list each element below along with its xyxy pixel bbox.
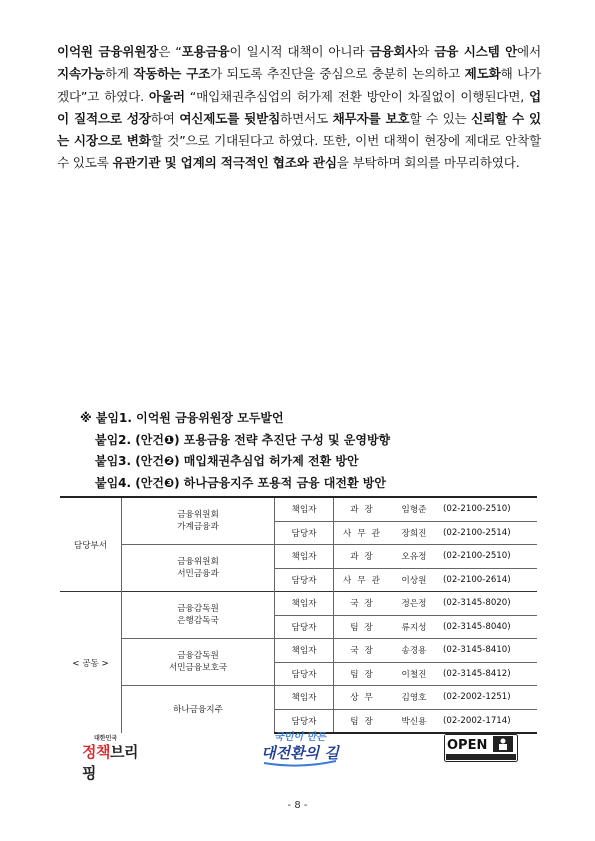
attachment-list xyxy=(80,408,390,494)
contact-role: 책임자 xyxy=(275,686,334,710)
org-name: 하나금융지주 xyxy=(122,686,275,734)
kogl-open-license-logo xyxy=(444,734,518,762)
body-text-run: 가 되도록 추진단을 중심으로 충분히 논의하고 xyxy=(210,66,465,82)
contact-name: 임형준 xyxy=(395,497,433,521)
contact-role: 담당자 xyxy=(275,709,334,733)
emphasis-text: 채무자를 보호 xyxy=(332,110,410,126)
body-text-run: 해 나가겠다”고 하였다. xyxy=(57,66,542,104)
contact-rank: 국장 xyxy=(334,592,396,616)
contact-rank: 과장 xyxy=(334,545,396,569)
contact-phone: (02-2100-2510) xyxy=(433,497,537,521)
emphasis-text: 제도화 xyxy=(464,66,501,82)
contact-role: 담당자 xyxy=(275,662,334,686)
contact-name: 송경용 xyxy=(395,639,433,663)
emphasis-text: 신뢰할 수 있는 시장으로 변화 xyxy=(57,110,541,149)
contact-rank: 팀장 xyxy=(334,709,396,733)
body-text-run: 이 일시적 대책이 아니라 xyxy=(229,44,370,59)
body-text-run: 할 수 있는 xyxy=(409,110,472,126)
dept-label: 담당부서 xyxy=(60,497,122,592)
body-text-run: 하여 xyxy=(150,110,180,126)
emphasis-text: 이억원 금융위원장 xyxy=(57,44,159,59)
emphasis-text: 유관기관 및 업계의 적극적인 협조와 관심 xyxy=(112,155,337,171)
contact-role: 책임자 xyxy=(275,545,334,569)
emphasis-text: 포용금융 xyxy=(181,44,230,59)
contact-phone: (02-2100-2514) xyxy=(433,521,537,545)
contact-name: 이철진 xyxy=(395,662,433,686)
contact-phone: (02-2100-2510) xyxy=(433,545,537,569)
body-text-run: 에서 xyxy=(517,44,541,59)
body-text-run: 하게 xyxy=(104,66,134,82)
contact-phone: (02-2002-1251) xyxy=(433,686,537,710)
contact-phone: (02-2100-2614) xyxy=(433,568,537,592)
contact-name: 장희진 xyxy=(395,521,433,545)
attachment-item: 붙임4. (안건❸) 하나금융지주 포용적 금융 대전환 방안 xyxy=(95,475,386,490)
body-text-run: 을 부탁하며 회의를 마무리하였다. xyxy=(336,155,520,171)
great-transition-logo xyxy=(250,725,350,769)
emphasis-text: 여신제도를 뒷받침 xyxy=(179,110,281,126)
contact-name: 류지성 xyxy=(395,615,433,639)
contact-rank: 사무관 xyxy=(334,568,396,592)
contact-name: 박신용 xyxy=(395,709,433,733)
contact-phone: (02-3145-8040) xyxy=(433,615,537,639)
contact-phone: (02-3145-8410) xyxy=(433,639,537,663)
contact-name: 이상원 xyxy=(395,568,433,592)
contact-row xyxy=(60,545,537,569)
contact-phone: (02-2002-1714) xyxy=(433,709,537,733)
contact-rank: 국장 xyxy=(334,639,396,663)
body-text-run: 하면서도 xyxy=(280,110,333,126)
body-text-run: “매입채권추심업의 허가제 전환 방안이 차질없이 이행된다면, xyxy=(184,88,530,104)
policy-briefing-logo: 대한민국 정책브리핑 xyxy=(82,735,138,782)
closing-paragraph xyxy=(57,41,541,175)
contact-rank: 사무관 xyxy=(334,521,396,545)
contact-rank: 팀장 xyxy=(334,662,396,686)
contact-role: 담당자 xyxy=(275,568,334,592)
contact-row xyxy=(60,639,537,663)
emphasis-text: 금융 시스템 안 xyxy=(434,44,518,59)
contact-row xyxy=(60,497,537,521)
attachment-item: ※ 붙임1. 이억원 금융위원장 모두발언 xyxy=(80,411,284,425)
contact-role: 책임자 xyxy=(275,639,334,663)
dept-label: < 공동 > xyxy=(60,592,122,734)
contact-row xyxy=(60,686,537,710)
page-number: - 8 - xyxy=(287,800,308,811)
attachment-item: 붙임3. (안건❷) 매입채권추심업 허가제 전환 방안 xyxy=(95,454,359,468)
body-text-run: 와 xyxy=(417,44,435,59)
emphasis-text: 업이 질적으로 성장 xyxy=(57,88,541,126)
contact-table xyxy=(60,496,537,734)
contact-name: 김영호 xyxy=(395,686,433,710)
contact-role: 책임자 xyxy=(275,497,334,521)
body-text-run: 할 것”으로 기대된다고 하였다. 또한, 이번 대책이 현장에 제대로 안착할 수 있도록 xyxy=(57,133,541,171)
contact-role: 책임자 xyxy=(275,592,334,616)
emphasis-text: 금융회사 xyxy=(369,44,418,59)
body-text-run: 은 “ xyxy=(158,44,182,59)
contact-phone: (02-3145-8412) xyxy=(433,662,537,686)
contact-rank: 과장 xyxy=(334,497,396,521)
emphasis-text: 지속가능 xyxy=(57,66,105,82)
contact-role: 담당자 xyxy=(275,521,334,545)
org-name: 금융감독원 서민금융보호국 xyxy=(122,639,275,686)
contact-role: 담당자 xyxy=(275,615,334,639)
logo-tagline-top: 국민이 만든 xyxy=(274,732,326,743)
emphasis-text: 작동하는 구조 xyxy=(133,66,211,82)
contact-row xyxy=(60,592,537,616)
open-text: OPEN xyxy=(447,738,488,753)
contact-name: 오유정 xyxy=(395,545,433,569)
contact-rank: 상무 xyxy=(334,686,396,710)
org-name: 금융위원회 서민금융과 xyxy=(122,545,275,592)
contact-phone: (02-3145-8020) xyxy=(433,592,537,616)
org-name: 금융위원회 가계금융과 xyxy=(122,497,275,545)
attachment-item: 붙임2. (안건❶) 포용금융 전략 추진단 구성 및 운영방향 xyxy=(95,432,391,447)
emphasis-text: 아울러 xyxy=(148,88,185,104)
logo-tagline-bottom: 대전환의 길 xyxy=(261,744,339,762)
contact-rank: 팀장 xyxy=(334,615,396,639)
org-name: 금융감독원 은행감독국 xyxy=(122,592,275,639)
contact-name: 정은정 xyxy=(395,592,433,616)
